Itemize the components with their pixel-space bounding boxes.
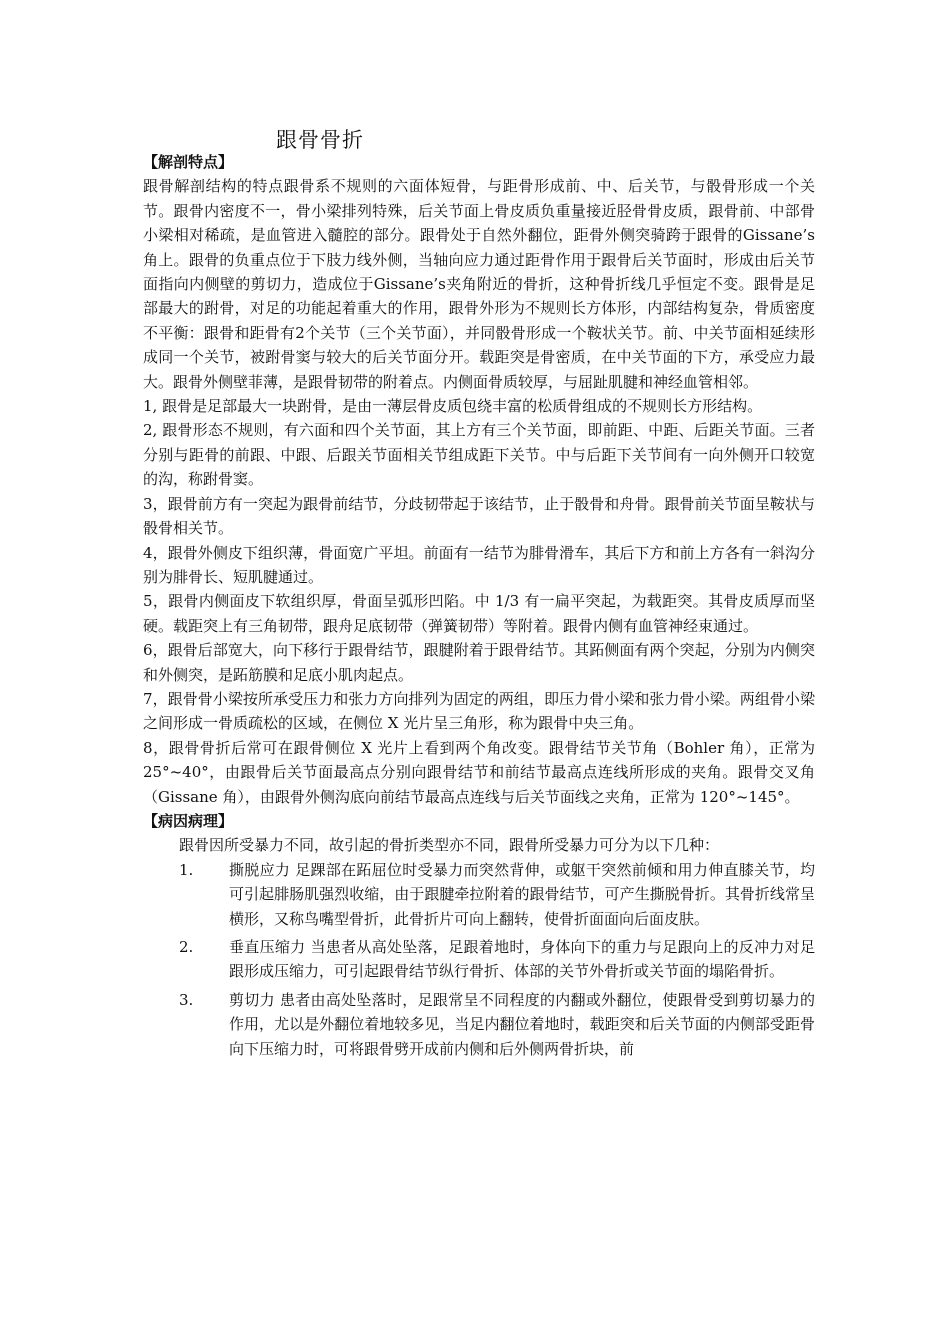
- list-item-text: 撕脱应力 足踝部在跖屈位时受暴力而突然背伸，或躯干突然前倾和用力伸直膝关节，均可引起腓肠肌强烈收缩，由于跟腱牵拉附着的跟骨结节，可产生撕脱骨折。其骨折线常呈横形，又称鸟嘴型骨折，此骨折片可向上翻转，使骨折面面向后面皮肤。: [229, 860, 815, 928]
- list-item-text: 垂直压缩力 当患者从高处坠落，足跟着地时，身体向下的重力与足跟向上的反冲力对足跟形成压缩力，可引起跟骨结节纵行骨折、体部的关节外骨折或关节面的塌陷骨折。: [229, 938, 815, 981]
- anatomy-item: 6，跟骨后部宽大，向下移行于跟骨结节，跟腱附着于跟骨结节。其跖侧面有两个突起，分别为内侧突和外侧突，是跖筋膜和足底小肌肉起点。: [143, 641, 815, 684]
- section-heading-anatomy: 【解剖特点】: [143, 153, 234, 171]
- anatomy-item: 1, 跟骨是足部最大一块跗骨，是由一薄层骨皮质包绕丰富的松质骨组成的不规则长方形结构。: [143, 397, 763, 416]
- list-item-text: 剪切力 患者由高处坠落时，足跟常呈不同程度的内翻或外翻位，使跟骨受到剪切暴力的作用，尤以是外翻位着地较多见，当足内翻位着地时，载距突和后关节面的内侧部受距骨向下压缩力时，可将跟骨劈开成前内侧和后外侧两骨折块，前: [229, 990, 815, 1058]
- pathology-intro: 跟骨因所受暴力不同，故引起的骨折类型亦不同，跟骨所受暴力可分为以下几种：: [179, 836, 720, 855]
- list-item-number: 2.: [179, 938, 194, 956]
- list-item-number: 3.: [179, 990, 194, 1009]
- anatomy-item: 3，跟骨前方有一突起为跟骨前结节，分歧韧带起于该结节，止于骰骨和舟骨。跟骨前关节面呈鞍状与骰骨相关节。: [143, 494, 815, 538]
- list-item: [143, 988, 815, 1061]
- list-item: [143, 858, 815, 931]
- list-item-number: 1.: [179, 860, 194, 879]
- anatomy-paragraph: 跟骨解剖结构的特点跟骨系不规则的六面体短骨，与距骨形成前、中、后关节，与骰骨形成一个关节。跟骨内密度不一，骨小梁排列特殊，后关节面上骨皮质负重量接近胫骨骨皮质，跟骨前、中部骨小梁相对稀疏，是血管进入髓腔的部分。跟骨处于自然外翻位，距骨外侧突骑跨于跟骨的Gissane’s角上。跟骨的负重点位于下肢力线外侧，当轴向应力通过距骨作用于跟骨后关节面时，形成由后关节面指向内侧壁的剪切力，造成位于Gissane’s夹角附近的骨折，这种骨折线几乎恒定不变。跟骨是足部最大的跗骨，对足的功能起着重大的作用，跟骨外形为不规则长方体形，内部结构复杂，骨质密度不平衡：跟骨和距骨有2个关节（三个关节面），并同骰骨形成一个鞍状关节。前、中关节面相延续形成同一个关节，被跗骨窦与较大的后关节面分开。载距突是骨密质，在中关节面的下方，承受应力最大。跟骨外侧壁菲薄，是跟骨韧带的附着点。内侧面骨质较厚，与屈趾肌腱和神经血管相邻。: [143, 177, 815, 391]
- anatomy-item: 8，跟骨骨折后常可在跟骨侧位 X 光片上看到两个角改变。跟骨结节关节角（Bohler 角），正常为 25°~40°，由跟骨后关节面最高点分别向跟骨结节和前结节最高点连线所形成的夹角。跟骨交叉角（Gissane 角），由跟骨外侧沟底向前结节最高点连线与后关节面线之夹角，正常为 120°~145°。: [143, 738, 815, 806]
- anatomy-item: 4，跟骨外侧皮下组织薄，骨面宽广平坦。前面有一结节为腓骨滑车，其后下方和前上方各有一斜沟分别为腓骨长、短肌腱通过。: [143, 543, 815, 586]
- document-title: 跟骨骨折: [276, 128, 364, 152]
- list-item: [143, 935, 815, 984]
- anatomy-item: 5，跟骨内侧面皮下软组织厚，骨面呈弧形凹陷。中 1/3 有一扁平突起，为载距突。其骨皮质厚而坚硬。载距突上有三角韧带，跟舟足底韧带（弹簧韧带）等附着。跟骨内侧有血管神经束通过。: [143, 592, 815, 635]
- anatomy-item: 7，跟骨骨小梁按所承受压力和张力方向排列为固定的两组，即压力骨小梁和张力骨小梁。两组骨小梁之间形成一骨质疏松的区域，在侧位 X 光片呈三角形，称为跟骨中央三角。: [143, 689, 815, 733]
- document-body: [143, 150, 815, 1065]
- anatomy-item: 2, 跟骨形态不规则，有六面和四个关节面，其上方有三个关节面，即前距、中距、后距关节面。三者分别与距骨的前跟、中跟、后跟关节面相关节组成距下关节。中与后距下关节间有一向外侧开口较宽的沟，称跗骨窦。: [143, 421, 815, 489]
- section-heading-pathology: 【病因病理】: [143, 811, 234, 830]
